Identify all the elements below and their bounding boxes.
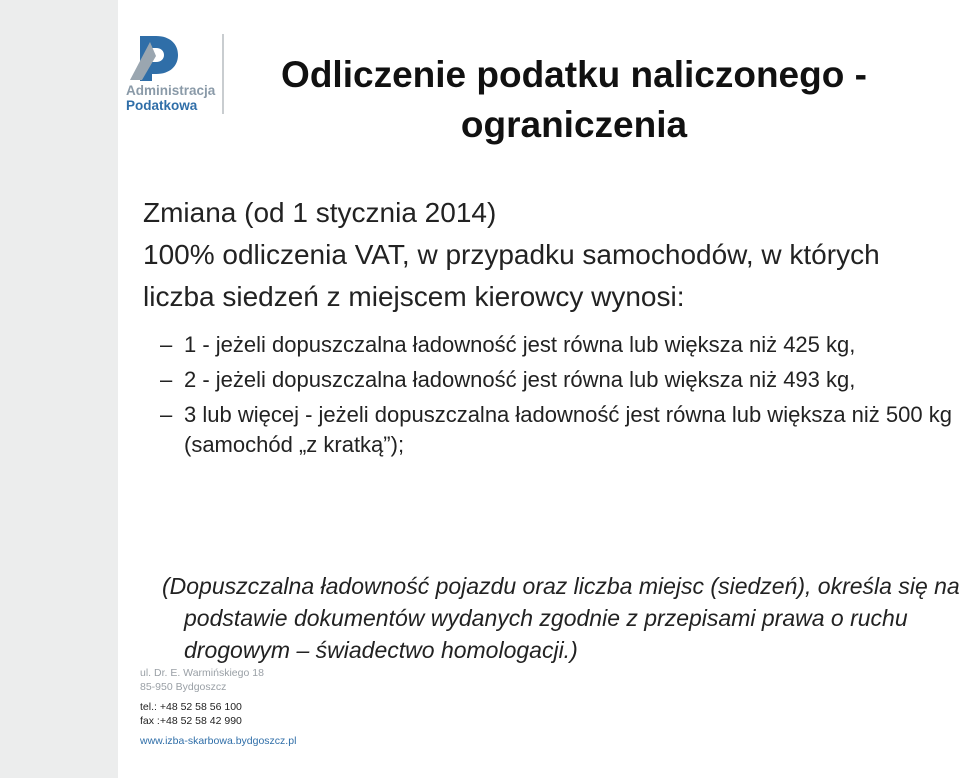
footer-website-link[interactable]: www.izba-skarbowa.bydgoszcz.pl bbox=[140, 735, 297, 747]
logo-line2: Podatkowa bbox=[126, 98, 198, 113]
list-item: – 1 - jeżeli dopuszczalna ładowność jest równa lub większa niż 425 kg, bbox=[160, 330, 960, 360]
homologation-note: (Dopuszczalna ładowność pojazdu oraz liczba miejsc (siedzeń), określa się na podstawie dokumentów wydanych zgodnie z przepisami prawa o ruchu drogowym – świadectwo homologacji.) bbox=[162, 573, 960, 663]
dash-bullet: – bbox=[160, 332, 173, 357]
left-sidebar-band bbox=[0, 0, 118, 778]
dash-bullet: – bbox=[160, 402, 173, 427]
dash-bullet: – bbox=[160, 367, 173, 392]
footer-city: 85-950 Bydgoszcz bbox=[140, 681, 227, 693]
seat-count-list bbox=[160, 330, 960, 465]
rule-text: 100% odliczenia VAT, w przypadku samochodów, w których liczba siedzeń z miejscem kierowcy wynosi: bbox=[143, 239, 880, 312]
footer-fax: fax :+48 52 58 42 990 bbox=[140, 715, 242, 727]
footer-tel: tel.: +48 52 58 56 100 bbox=[140, 701, 242, 713]
list-item: – 3 lub więcej - jeżeli dopuszczalna ładowność jest równa lub większa niż 500 kg (samochód „z kratką”); bbox=[160, 402, 952, 457]
footer-contact bbox=[140, 666, 296, 748]
logo-text bbox=[126, 83, 215, 113]
intro-block bbox=[143, 192, 953, 318]
page-title: Odliczenie podatku naliczonego - ograniczenia bbox=[281, 54, 867, 145]
footer-street: ul. Dr. E. Warmińskiego 18 bbox=[140, 667, 264, 679]
logo-line1: Administracja bbox=[126, 83, 216, 98]
change-date-text: Zmiana (od 1 stycznia 2014) bbox=[143, 197, 497, 228]
list-item: – 2 - jeżeli dopuszczalna ładowność jest równa lub większa niż 493 kg, bbox=[160, 365, 960, 395]
